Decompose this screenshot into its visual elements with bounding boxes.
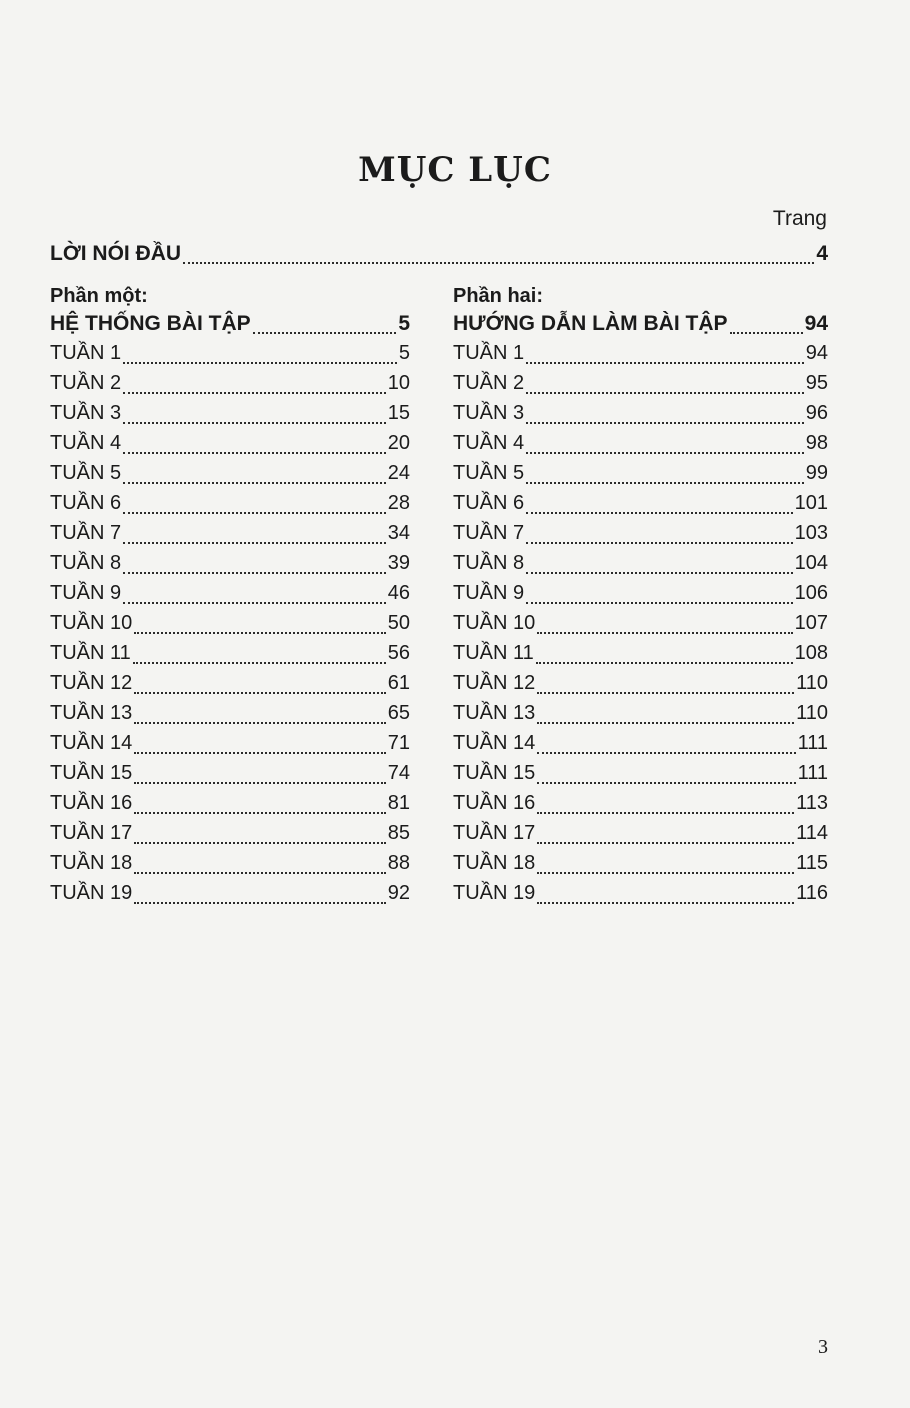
toc-entry[interactable] <box>50 642 410 670</box>
toc-entry-page: 15 <box>387 402 410 424</box>
dot-leader <box>123 362 397 364</box>
toc-entry-page: 116 <box>796 882 828 904</box>
dot-leader <box>537 812 794 814</box>
toc-entry-page: 103 <box>794 522 828 544</box>
toc-entry-label: HỆ THỐNG BÀI TẬP <box>50 312 251 335</box>
toc-entry[interactable] <box>453 762 828 790</box>
dot-leader <box>134 632 386 634</box>
dot-leader <box>730 332 803 334</box>
dot-leader <box>123 482 386 484</box>
page-title: MỤC LỤC <box>358 150 552 190</box>
toc-entry-label: TUẦN 2 <box>50 372 122 394</box>
dot-leader <box>526 362 804 364</box>
toc-entry-page: 50 <box>387 612 410 634</box>
toc-entry-label: TUẦN 5 <box>453 462 525 484</box>
dot-leader <box>537 782 795 784</box>
toc-entry[interactable] <box>50 672 410 700</box>
dot-leader <box>123 602 386 604</box>
toc-entry-page: 85 <box>387 822 410 844</box>
dot-leader <box>526 572 793 574</box>
toc-entry[interactable] <box>453 732 828 760</box>
page-number: 3 <box>818 1336 828 1358</box>
toc-entry-label: TUẦN 12 <box>50 672 133 694</box>
toc-entry[interactable] <box>50 582 410 610</box>
toc-entry-page: 108 <box>794 642 828 664</box>
dot-leader <box>123 512 386 514</box>
toc-entry[interactable] <box>453 702 828 730</box>
toc-entry-page: 5 <box>398 342 410 364</box>
toc-entry-page: 111 <box>797 762 828 784</box>
toc-entry-label: TUẦN 11 <box>50 642 131 664</box>
toc-entry-label: TUẦN 15 <box>50 762 133 784</box>
dot-leader <box>134 752 386 754</box>
toc-entry[interactable] <box>50 432 410 460</box>
toc-entry-label: TUẦN 10 <box>50 612 133 634</box>
dot-leader <box>123 572 386 574</box>
toc-entry[interactable] <box>453 882 828 910</box>
toc-entry-preface[interactable] <box>50 242 828 270</box>
toc-entry-label: TUẦN 12 <box>453 672 536 694</box>
toc-entry[interactable] <box>453 852 828 880</box>
toc-entry[interactable] <box>50 372 410 400</box>
toc-entry[interactable] <box>453 642 828 670</box>
toc-entry-label: TUẦN 7 <box>453 522 525 544</box>
toc-entry-page: 104 <box>794 552 828 574</box>
toc-entry-page: 111 <box>797 732 828 754</box>
dot-leader <box>134 902 386 904</box>
toc-entry-page: 74 <box>387 762 410 784</box>
toc-entry[interactable] <box>50 762 410 790</box>
toc-entry-label: TUẦN 17 <box>453 822 536 844</box>
dot-leader <box>123 452 386 454</box>
toc-entry-label: TUẦN 8 <box>50 552 122 574</box>
dot-leader <box>537 722 794 724</box>
toc-entry[interactable] <box>50 492 410 520</box>
toc-entry-label: TUẦN 16 <box>50 792 133 814</box>
dot-leader <box>537 842 794 844</box>
toc-entry-label: TUẦN 4 <box>453 432 525 454</box>
toc-entry-label: TUẦN 1 <box>453 342 525 364</box>
toc-entry[interactable] <box>50 792 410 820</box>
toc-entry-page: 65 <box>387 702 410 724</box>
dot-leader <box>183 262 814 264</box>
dot-leader <box>537 872 794 874</box>
toc-entry[interactable] <box>50 402 410 430</box>
toc-entry-page: 81 <box>387 792 410 814</box>
dot-leader <box>134 812 386 814</box>
dot-leader <box>537 752 795 754</box>
toc-entry-label: TUẦN 8 <box>453 552 525 574</box>
dot-leader <box>537 632 792 634</box>
dot-leader <box>123 422 386 424</box>
toc-entry-page: 94 <box>804 312 828 335</box>
part-two-label: Phần hai: <box>453 285 544 307</box>
toc-entry-label: TUẦN 4 <box>50 432 122 454</box>
dot-leader <box>133 662 386 664</box>
dot-leader <box>123 392 386 394</box>
page-column-header: Trang <box>772 207 827 230</box>
toc-entry[interactable] <box>50 462 410 490</box>
part-one-label: Phần một: <box>50 285 148 307</box>
toc-entry-page: 94 <box>805 342 828 364</box>
toc-entry-page: 106 <box>794 582 828 604</box>
toc-entry-page: 110 <box>796 672 828 694</box>
dot-leader <box>526 452 804 454</box>
dot-leader <box>526 392 804 394</box>
toc-entry-label: TUẦN 18 <box>50 852 133 874</box>
toc-entry-label: TUẦN 1 <box>50 342 122 364</box>
toc-entry-page: 115 <box>796 852 828 874</box>
dot-leader <box>526 482 804 484</box>
toc-entry-label: TUẦN 5 <box>50 462 122 484</box>
toc-entry-page: 56 <box>387 642 410 664</box>
toc-entry-label: TUẦN 7 <box>50 522 122 544</box>
toc-entry-page: 113 <box>796 792 828 814</box>
toc-entry[interactable] <box>453 612 828 640</box>
toc-entry[interactable] <box>453 432 828 460</box>
toc-entry-page: 20 <box>387 432 410 454</box>
toc-entry-page: 92 <box>387 882 410 904</box>
toc-entry[interactable] <box>453 402 828 430</box>
dot-leader <box>536 662 793 664</box>
toc-entry-label: TUẦN 6 <box>50 492 122 514</box>
toc-entry-page: 98 <box>805 432 828 454</box>
toc-entry-label: HƯỚNG DẪN LÀM BÀI TẬP <box>453 312 728 335</box>
dot-leader <box>134 782 386 784</box>
dot-leader <box>134 872 386 874</box>
toc-entry-part-two-heading[interactable] <box>453 312 828 340</box>
toc-entry-label: LỜI NÓI ĐẦU <box>50 242 182 265</box>
toc-entry[interactable] <box>50 522 410 550</box>
toc-entry-label: TUẦN 18 <box>453 852 536 874</box>
dot-leader <box>537 692 794 694</box>
toc-entry-label: TUẦN 6 <box>453 492 525 514</box>
toc-entry[interactable] <box>453 672 828 700</box>
toc-entry-page: 99 <box>805 462 828 484</box>
dot-leader <box>537 902 794 904</box>
toc-entry[interactable] <box>453 582 828 610</box>
toc-entry[interactable] <box>50 702 410 730</box>
dot-leader <box>253 332 397 334</box>
toc-entry-label: TUẦN 15 <box>453 762 536 784</box>
toc-entry-label: TUẦN 19 <box>453 882 536 904</box>
toc-entry[interactable] <box>50 852 410 880</box>
toc-entry-page: 10 <box>387 372 410 394</box>
toc-entry[interactable] <box>453 552 828 580</box>
dot-leader <box>526 542 793 544</box>
toc-entry-page: 114 <box>796 822 828 844</box>
toc-entry-part-one-heading[interactable] <box>50 312 410 340</box>
toc-entry-label: TUẦN 14 <box>453 732 536 754</box>
toc-entry-page: 28 <box>387 492 410 514</box>
toc-entry-label: TUẦN 16 <box>453 792 536 814</box>
dot-leader <box>526 422 804 424</box>
toc-entry-page: 5 <box>398 312 410 335</box>
toc-entry[interactable] <box>50 552 410 580</box>
dot-leader <box>134 692 386 694</box>
toc-entry-label: TUẦN 11 <box>453 642 534 664</box>
dot-leader <box>526 512 793 514</box>
toc-entry-page: 4 <box>816 242 828 265</box>
toc-entry-label: TUẦN 10 <box>453 612 536 634</box>
toc-entry-page: 39 <box>387 552 410 574</box>
toc-entry-label: TUẦN 13 <box>453 702 536 724</box>
toc-entry[interactable] <box>50 732 410 760</box>
toc-entry[interactable] <box>453 522 828 550</box>
toc-entry-page: 88 <box>387 852 410 874</box>
toc-entry-label: TUẦN 9 <box>50 582 122 604</box>
toc-entry-page: 34 <box>387 522 410 544</box>
dot-leader <box>123 542 386 544</box>
toc-entry-page: 101 <box>794 492 828 514</box>
dot-leader <box>134 842 386 844</box>
toc-entry-label: TUẦN 3 <box>50 402 122 424</box>
toc-entry[interactable] <box>50 342 410 370</box>
dot-leader <box>134 722 386 724</box>
toc-entry-label: TUẦN 14 <box>50 732 133 754</box>
toc-entry-label: TUẦN 19 <box>50 882 133 904</box>
toc-entry-page: 110 <box>796 702 828 724</box>
dot-leader <box>526 602 793 604</box>
toc-entry-page: 95 <box>805 372 828 394</box>
toc-entry-label: TUẦN 13 <box>50 702 133 724</box>
toc-entry-page: 24 <box>387 462 410 484</box>
toc-entry[interactable] <box>453 492 828 520</box>
toc-entry-label: TUẦN 9 <box>453 582 525 604</box>
toc-entry[interactable] <box>453 342 828 370</box>
toc-entry-page: 46 <box>387 582 410 604</box>
toc-entry-page: 96 <box>805 402 828 424</box>
toc-entry[interactable] <box>453 372 828 400</box>
toc-entry[interactable] <box>453 792 828 820</box>
toc-entry[interactable] <box>50 822 410 850</box>
toc-entry[interactable] <box>453 462 828 490</box>
toc-entry[interactable] <box>50 612 410 640</box>
toc-entry[interactable] <box>453 822 828 850</box>
toc-entry-label: TUẦN 3 <box>453 402 525 424</box>
toc-entry-label: TUẦN 17 <box>50 822 133 844</box>
toc-entry-label: TUẦN 2 <box>453 372 525 394</box>
toc-entry-page: 107 <box>794 612 828 634</box>
toc-entry-page: 61 <box>387 672 410 694</box>
toc-entry-page: 71 <box>387 732 410 754</box>
toc-entry[interactable] <box>50 882 410 910</box>
